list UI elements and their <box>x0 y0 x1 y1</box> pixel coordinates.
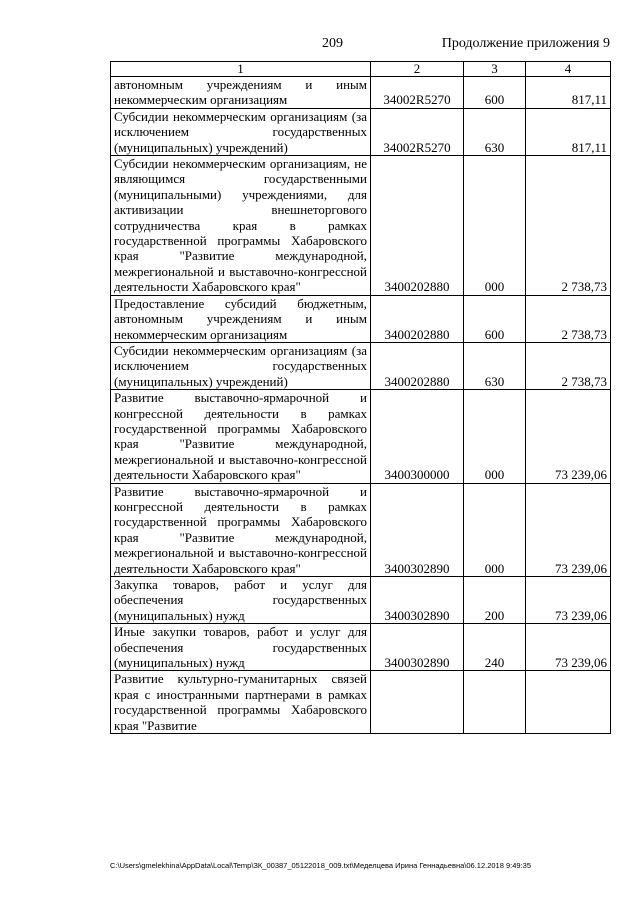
row-code: 3400300000 <box>371 390 464 483</box>
row-description: Развитие выставочно-ярмарочной и конгрессной деятельности в рамках государственной программы Хабаровского края "Развитие международной, межрегиональной и выставочно-конгрессной деятельности Хабаровского края" <box>111 390 371 483</box>
row-amount: 2 738,73 <box>526 156 611 296</box>
table-header-row <box>111 62 611 77</box>
table-row <box>111 577 611 624</box>
row-type: 000 <box>464 390 526 483</box>
row-amount: 73 239,06 <box>526 624 611 671</box>
row-amount: 2 738,73 <box>526 342 611 389</box>
table-row <box>111 77 611 109</box>
row-code: 3400202880 <box>371 295 464 342</box>
row-amount <box>526 671 611 734</box>
table-row <box>111 671 611 734</box>
row-type: 600 <box>464 77 526 109</box>
row-type: 600 <box>464 295 526 342</box>
row-description: Иные закупки товаров, работ и услуг для обеспечения государственных (муниципальных) нужд <box>111 624 371 671</box>
column-header: 3 <box>464 62 526 77</box>
row-code: 3400202880 <box>371 342 464 389</box>
row-amount: 73 239,06 <box>526 390 611 483</box>
row-type: 630 <box>464 108 526 155</box>
row-description: автономным учреждениям и иным некоммерческим организациям <box>111 77 371 109</box>
column-header: 4 <box>526 62 611 77</box>
row-code: 3400302890 <box>371 483 464 576</box>
row-code: 3400202880 <box>371 156 464 296</box>
page-header <box>0 36 640 56</box>
row-type: 200 <box>464 577 526 624</box>
row-amount: 73 239,06 <box>526 483 611 576</box>
row-type: 240 <box>464 624 526 671</box>
row-description: Развитие культурно-гуманитарных связей края с иностранными партнерами в рамках государственной программы Хабаровского края "Развитие <box>111 671 371 734</box>
row-amount: 817,11 <box>526 108 611 155</box>
column-header: 2 <box>371 62 464 77</box>
page-number: 209 <box>322 36 343 51</box>
table-row <box>111 342 611 389</box>
budget-table <box>110 61 611 734</box>
row-type: 000 <box>464 156 526 296</box>
row-code: 3400302890 <box>371 577 464 624</box>
continuation-label: Продолжение приложения 9 <box>441 36 610 51</box>
row-description: Закупка товаров, работ и услуг для обеспечения государственных (муниципальных) нужд <box>111 577 371 624</box>
row-type: 630 <box>464 342 526 389</box>
row-code <box>371 671 464 734</box>
row-type <box>464 671 526 734</box>
row-code: 3400302890 <box>371 624 464 671</box>
row-description: Субсидии некоммерческим организациям (за исключением государственных (муниципальных) учреждений) <box>111 342 371 389</box>
file-path-footer: C:\Users\gmelekhina\AppData\Local\Temp\ЗК_00387_05122018_009.txt\Меделцева Ирина Геннадьевна\06.12.2018 9:49:35 <box>110 861 531 870</box>
row-code: 34002R5270 <box>371 108 464 155</box>
column-header: 1 <box>111 62 371 77</box>
table-row <box>111 483 611 576</box>
table-row <box>111 108 611 155</box>
row-amount: 73 239,06 <box>526 577 611 624</box>
row-code: 34002R5270 <box>371 77 464 109</box>
table-row <box>111 156 611 296</box>
table-row <box>111 295 611 342</box>
table-row <box>111 624 611 671</box>
row-description: Предоставление субсидий бюджетным, автономным учреждениям и иным некоммерческим организациям <box>111 295 371 342</box>
row-description: Развитие выставочно-ярмарочной и конгрессной деятельности в рамках государственной программы Хабаровского края "Развитие международной, межрегиональной и выставочно-конгрессной деятельности Хабаровского края" <box>111 483 371 576</box>
row-description: Субсидии некоммерческим организациям (за исключением государственных (муниципальных) учреждений) <box>111 108 371 155</box>
row-type: 000 <box>464 483 526 576</box>
row-amount: 2 738,73 <box>526 295 611 342</box>
row-amount: 817,11 <box>526 77 611 109</box>
row-description: Субсидии некоммерческим организациям, не являющимся государственными (муниципальными) учреждениями, для активизации внешнеторгового сотрудничества края в рамках государственной программы Хабаровского края "Развитие международной, межрегиональной и выставочно-конгрессной деятельности Хабаровского края" <box>111 156 371 296</box>
table-row <box>111 390 611 483</box>
